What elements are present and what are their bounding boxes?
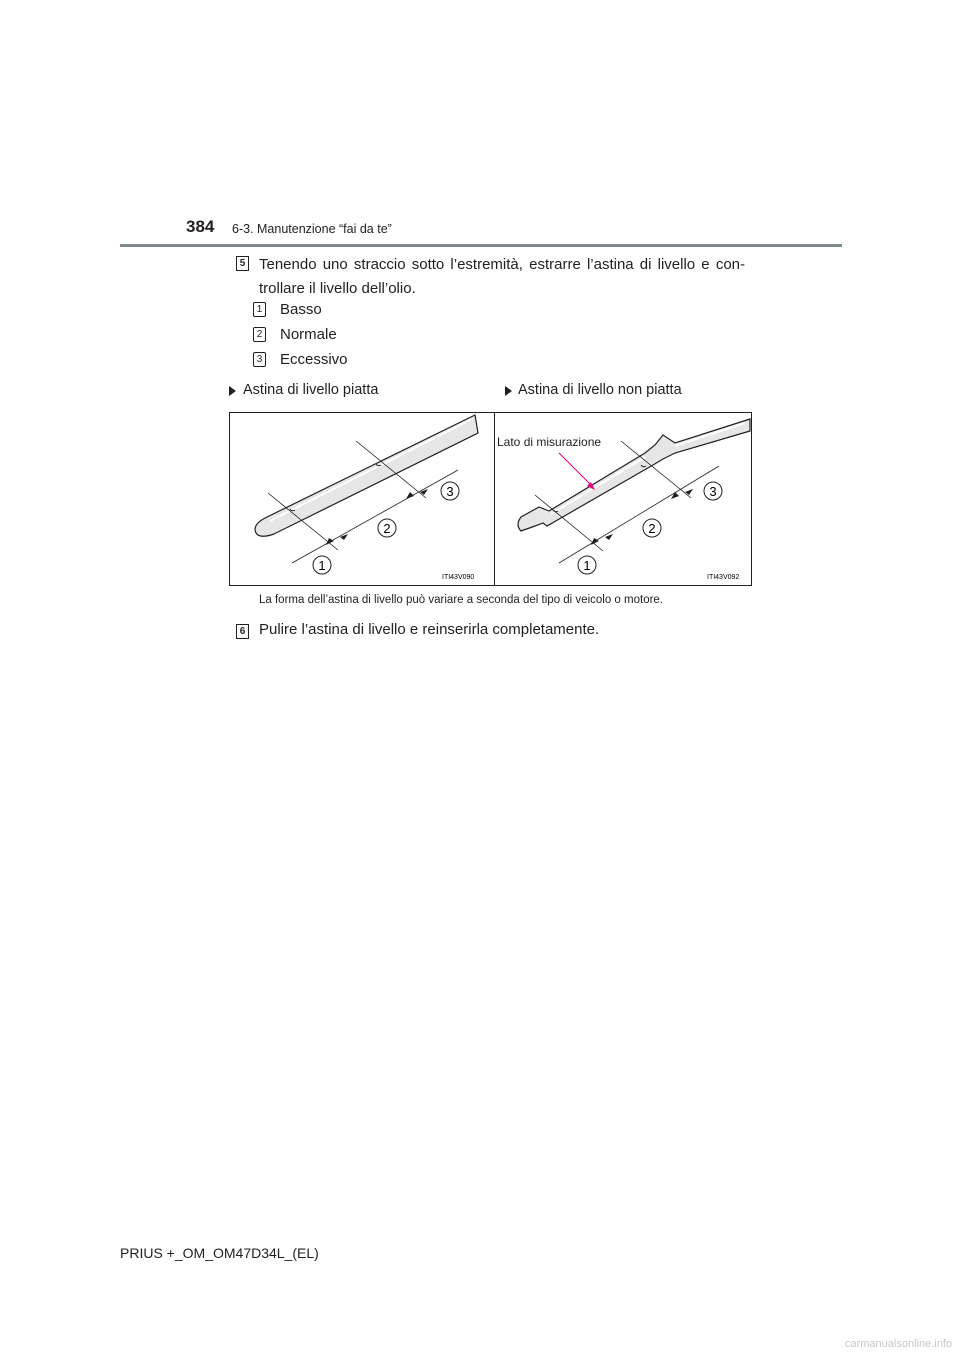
step-6-text: Pulire l’astina di livello e reinserirla completamente.: [259, 621, 600, 638]
marker-1-label: 1: [318, 558, 326, 573]
item-1-label: Basso: [280, 301, 322, 318]
page-number: 384: [186, 217, 215, 236]
triangle-bullet-icon: [505, 386, 512, 396]
step-5-badge: 5: [236, 256, 249, 271]
watermark: carmanualsonline.info: [844, 1338, 952, 1350]
right-figure-heading: Astina di livello non piatta: [518, 382, 682, 398]
step-5-text: Tenendo uno straccio sotto l’estremità, estrarre l’astina di livello e con-trollare il livello dell’olio.: [259, 256, 745, 297]
marker-3-label: 3: [446, 484, 454, 499]
item-3-label: Eccessivo: [280, 351, 348, 368]
figure-code: ITI43V090: [442, 574, 475, 581]
right-figure: [494, 412, 752, 586]
manual-code: PRIUS +_OM_OM47D34L_(EL): [120, 1245, 319, 1261]
item-2-label: Normale: [280, 326, 337, 343]
non-flat-dipstick-illustration: [495, 413, 751, 585]
measuring-side-callout: Lato di misurazione: [497, 435, 602, 449]
left-figure: [229, 412, 497, 586]
figure-caption: La forma dell’astina di livello può variare a seconda del tipo di veicolo o motore.: [259, 594, 664, 606]
item-3-badge: 3: [253, 352, 266, 367]
item-1-badge: 1: [253, 302, 266, 317]
marker-1-label: 1: [583, 558, 591, 573]
triangle-bullet-icon: [229, 386, 236, 396]
marker-2-label: 2: [648, 521, 656, 536]
flat-dipstick-illustration: [230, 413, 496, 585]
marker-3-label: 3: [709, 484, 717, 499]
left-figure-heading: Astina di livello piatta: [243, 382, 379, 398]
header-rule: [120, 244, 842, 247]
marker-2-label: 2: [383, 521, 391, 536]
section-title: 6-3. Manutenzione “fai da te”: [232, 222, 392, 236]
step-6-badge: 6: [236, 624, 249, 639]
figure-code: ITI43V092: [707, 574, 740, 581]
callout-arrow: [559, 453, 593, 487]
item-2-badge: 2: [253, 327, 266, 342]
